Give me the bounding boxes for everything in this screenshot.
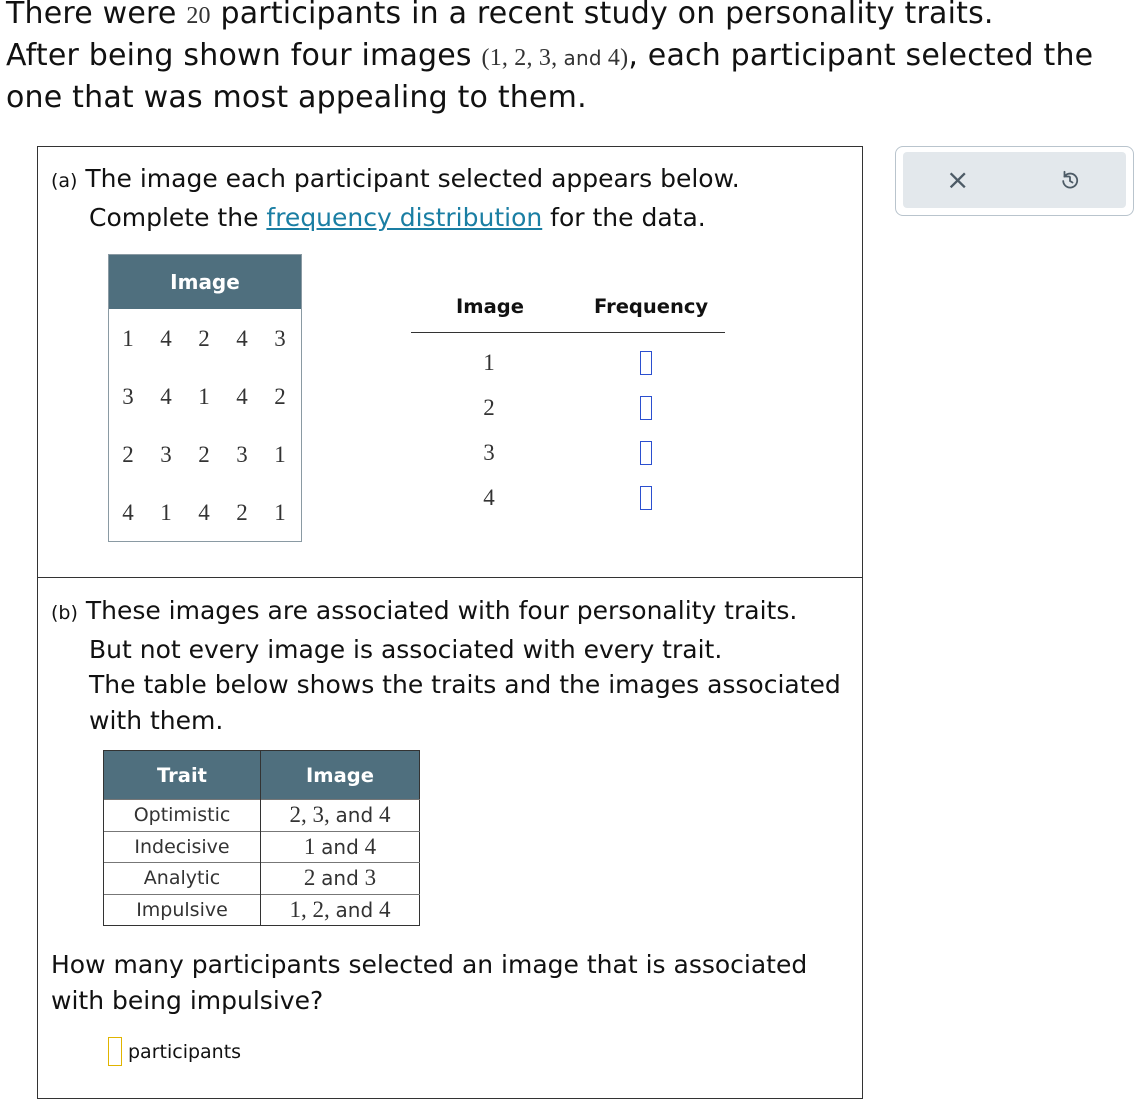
- table-row: Optimistic 2, 3, and 4: [104, 800, 420, 832]
- table-row: [109, 382, 301, 412]
- trait-col-header: Trait: [104, 751, 261, 800]
- data-cell: 1: [274, 442, 286, 467]
- frequency-distribution-link[interactable]: frequency distribution: [266, 202, 543, 232]
- data-cell: 2: [198, 326, 210, 351]
- data-table-header: Image: [109, 255, 301, 309]
- trait-image-table: [103, 750, 420, 926]
- freq-image-2: 2: [483, 395, 495, 420]
- freq-header-image: Image: [456, 295, 524, 318]
- freq-image-1: 1: [483, 350, 495, 375]
- answer-tools-panel: [895, 146, 1134, 216]
- selection-data-table: [108, 254, 302, 542]
- table-row: Analytic 2 and 3: [104, 863, 420, 895]
- intro-line-3: one that was most appealing to them.: [6, 80, 587, 115]
- part-a-label: (a): [51, 170, 78, 192]
- part-b-prompt: (b) These images are associated with four personality traits. But not every image is associated with every trait. The table below shows the traits and the images associated with them.: [51, 596, 841, 735]
- data-cell: 3: [236, 442, 248, 467]
- reset-answer-button[interactable]: [1058, 168, 1082, 192]
- data-cell: 2: [236, 500, 248, 525]
- table-row: Indecisive 1 and 4: [104, 831, 420, 863]
- image-col-header: Image: [261, 751, 420, 800]
- part-divider: [38, 577, 862, 578]
- data-cell: 2: [198, 442, 210, 467]
- data-cell: 1: [198, 384, 210, 409]
- question-panel: [37, 146, 863, 1099]
- data-cell: 2: [274, 384, 286, 409]
- frequency-input-image-4[interactable]: [640, 486, 652, 510]
- participant-count: 20: [186, 3, 211, 29]
- table-row: [109, 498, 301, 528]
- problem-intro: [6, 0, 1138, 118]
- answer-area: [108, 1037, 241, 1066]
- freq-header-frequency: Frequency: [594, 295, 709, 318]
- data-cell: 4: [160, 326, 172, 351]
- data-cell: 4: [198, 500, 210, 525]
- data-cell: 1: [160, 500, 172, 525]
- frequency-input-image-3[interactable]: [640, 441, 652, 465]
- trait-table-header-row: [104, 751, 420, 800]
- data-cell: 3: [274, 326, 286, 351]
- data-cell: 4: [236, 384, 248, 409]
- answer-unit-label: participants: [128, 1040, 242, 1063]
- part-b-label: (b): [51, 602, 78, 624]
- data-cell: 3: [122, 384, 134, 409]
- part-a-prompt: (a) The image each participant selected appears below. Complete the frequency distribution for the data.: [51, 164, 740, 232]
- impulsive-question: How many participants selected an image that is associated with being impulsive?: [51, 950, 808, 1015]
- frequency-input-image-2[interactable]: [640, 396, 652, 420]
- data-cell: 1: [122, 326, 134, 351]
- table-row: [109, 324, 301, 354]
- reset-icon: [1058, 168, 1082, 192]
- intro-line-2: After being shown four images (1, 2, 3, and 4), each participant selected the: [6, 38, 1094, 73]
- freq-image-4: 4: [483, 485, 495, 510]
- frequency-input-image-1[interactable]: [640, 351, 652, 375]
- intro-line-1: There were 20 participants in a recent study on personality traits.: [6, 0, 994, 31]
- freq-image-3: 3: [483, 440, 495, 465]
- data-cell: 2: [122, 442, 134, 467]
- data-cell: 1: [274, 500, 286, 525]
- table-row: [109, 440, 301, 470]
- clear-answer-button[interactable]: [946, 163, 970, 196]
- data-cell: 4: [122, 500, 134, 525]
- close-icon: ×: [946, 163, 970, 196]
- participants-answer-input[interactable]: [108, 1037, 122, 1066]
- data-cell: 3: [160, 442, 172, 467]
- freq-header-divider: [411, 332, 725, 333]
- table-row: Impulsive 1, 2, and 4: [104, 894, 420, 926]
- data-cell: 4: [236, 326, 248, 351]
- data-cell: 4: [160, 384, 172, 409]
